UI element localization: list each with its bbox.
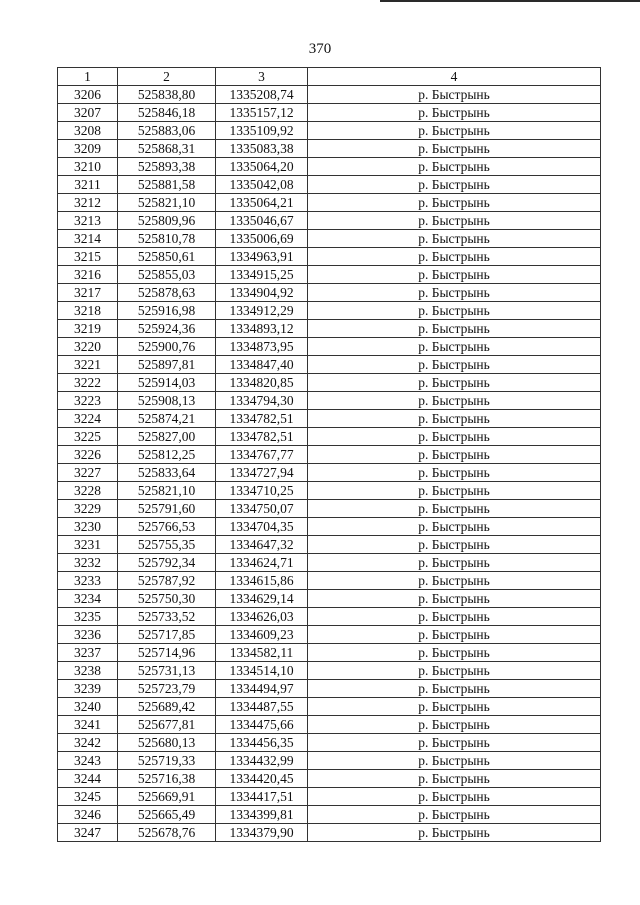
y-coordinate-cell: 1334904,92 <box>216 284 308 302</box>
table-row <box>58 752 601 770</box>
x-coordinate-cell: 525924,36 <box>118 320 216 338</box>
table-row <box>58 554 601 572</box>
point-number-cell: 3229 <box>58 500 118 518</box>
point-number-cell: 3216 <box>58 266 118 284</box>
point-number-cell: 3215 <box>58 248 118 266</box>
x-coordinate-cell: 525809,96 <box>118 212 216 230</box>
description-cell: р. Быстрынь <box>308 680 601 698</box>
description-cell: р. Быстрынь <box>308 320 601 338</box>
table-row <box>58 320 601 338</box>
table-row <box>58 158 601 176</box>
x-coordinate-cell: 525717,85 <box>118 626 216 644</box>
y-coordinate-cell: 1334514,10 <box>216 662 308 680</box>
y-coordinate-cell: 1334750,07 <box>216 500 308 518</box>
y-coordinate-cell: 1334912,29 <box>216 302 308 320</box>
y-coordinate-cell: 1334432,99 <box>216 752 308 770</box>
point-number-cell: 3242 <box>58 734 118 752</box>
point-number-cell: 3234 <box>58 590 118 608</box>
page-number: 370 <box>308 41 332 57</box>
description-cell: р. Быстрынь <box>308 230 601 248</box>
description-cell: р. Быстрынь <box>308 140 601 158</box>
description-cell: р. Быстрынь <box>308 356 601 374</box>
x-coordinate-cell: 525868,31 <box>118 140 216 158</box>
column-header-2: 2 <box>118 68 216 86</box>
y-coordinate-cell: 1334873,95 <box>216 338 308 356</box>
y-coordinate-cell: 1334487,55 <box>216 698 308 716</box>
description-cell: р. Быстрынь <box>308 248 601 266</box>
y-coordinate-cell: 1335083,38 <box>216 140 308 158</box>
description-cell: р. Быстрынь <box>308 158 601 176</box>
point-number-cell: 3241 <box>58 716 118 734</box>
table-row <box>58 104 601 122</box>
point-number-cell: 3230 <box>58 518 118 536</box>
x-coordinate-cell: 525883,06 <box>118 122 216 140</box>
y-coordinate-cell: 1334615,86 <box>216 572 308 590</box>
x-coordinate-cell: 525855,03 <box>118 266 216 284</box>
x-coordinate-cell: 525893,38 <box>118 158 216 176</box>
description-cell: р. Быстрынь <box>308 770 601 788</box>
x-coordinate-cell: 525723,79 <box>118 680 216 698</box>
point-number-cell: 3243 <box>58 752 118 770</box>
table-row <box>58 266 601 284</box>
table-row <box>58 698 601 716</box>
table-row <box>58 770 601 788</box>
point-number-cell: 3209 <box>58 140 118 158</box>
x-coordinate-cell: 525881,58 <box>118 176 216 194</box>
x-coordinate-cell: 525731,13 <box>118 662 216 680</box>
x-coordinate-cell: 525850,61 <box>118 248 216 266</box>
description-cell: р. Быстрынь <box>308 464 601 482</box>
description-cell: р. Быстрынь <box>308 446 601 464</box>
y-coordinate-cell: 1334893,12 <box>216 320 308 338</box>
y-coordinate-cell: 1335064,21 <box>216 194 308 212</box>
header-row <box>58 68 601 86</box>
y-coordinate-cell: 1334475,66 <box>216 716 308 734</box>
y-coordinate-cell: 1334915,25 <box>216 266 308 284</box>
description-cell: р. Быстрынь <box>308 212 601 230</box>
point-number-cell: 3208 <box>58 122 118 140</box>
table-body <box>58 86 601 842</box>
x-coordinate-cell: 525750,30 <box>118 590 216 608</box>
table-row <box>58 428 601 446</box>
description-cell: р. Быстрынь <box>308 500 601 518</box>
y-coordinate-cell: 1334494,97 <box>216 680 308 698</box>
description-cell: р. Быстрынь <box>308 806 601 824</box>
table-row <box>58 230 601 248</box>
y-coordinate-cell: 1335006,69 <box>216 230 308 248</box>
table-row <box>58 302 601 320</box>
x-coordinate-cell: 525669,91 <box>118 788 216 806</box>
point-number-cell: 3212 <box>58 194 118 212</box>
description-cell: р. Быстрынь <box>308 374 601 392</box>
x-coordinate-cell: 525766,53 <box>118 518 216 536</box>
description-cell: р. Быстрынь <box>308 176 601 194</box>
table-row <box>58 734 601 752</box>
x-coordinate-cell: 525846,18 <box>118 104 216 122</box>
x-coordinate-cell: 525821,10 <box>118 194 216 212</box>
table-row <box>58 536 601 554</box>
description-cell: р. Быстрынь <box>308 626 601 644</box>
y-coordinate-cell: 1334727,94 <box>216 464 308 482</box>
point-number-cell: 3245 <box>58 788 118 806</box>
y-coordinate-cell: 1334704,35 <box>216 518 308 536</box>
point-number-cell: 3246 <box>58 806 118 824</box>
point-number-cell: 3235 <box>58 608 118 626</box>
table-row <box>58 338 601 356</box>
table-row <box>58 680 601 698</box>
point-number-cell: 3237 <box>58 644 118 662</box>
table-row <box>58 482 601 500</box>
table-row <box>58 122 601 140</box>
table-row <box>58 356 601 374</box>
description-cell: р. Быстрынь <box>308 824 601 842</box>
description-cell: р. Быстрынь <box>308 122 601 140</box>
table-row <box>58 176 601 194</box>
column-header-1: 1 <box>58 68 118 86</box>
table-row <box>58 464 601 482</box>
point-number-cell: 3224 <box>58 410 118 428</box>
y-coordinate-cell: 1334782,51 <box>216 410 308 428</box>
y-coordinate-cell: 1334629,14 <box>216 590 308 608</box>
description-cell: р. Быстрынь <box>308 644 601 662</box>
table-row <box>58 248 601 266</box>
point-number-cell: 3211 <box>58 176 118 194</box>
y-coordinate-cell: 1335046,67 <box>216 212 308 230</box>
description-cell: р. Быстрынь <box>308 590 601 608</box>
table-row <box>58 284 601 302</box>
point-number-cell: 3226 <box>58 446 118 464</box>
point-number-cell: 3214 <box>58 230 118 248</box>
x-coordinate-cell: 525838,80 <box>118 86 216 104</box>
point-number-cell: 3206 <box>58 86 118 104</box>
x-coordinate-cell: 525792,34 <box>118 554 216 572</box>
table-row <box>58 590 601 608</box>
x-coordinate-cell: 525733,52 <box>118 608 216 626</box>
x-coordinate-cell: 525810,78 <box>118 230 216 248</box>
point-number-cell: 3221 <box>58 356 118 374</box>
column-header-3: 3 <box>216 68 308 86</box>
x-coordinate-cell: 525719,33 <box>118 752 216 770</box>
table-row <box>58 194 601 212</box>
point-number-cell: 3227 <box>58 464 118 482</box>
description-cell: р. Быстрынь <box>308 608 601 626</box>
point-number-cell: 3220 <box>58 338 118 356</box>
x-coordinate-cell: 525716,38 <box>118 770 216 788</box>
description-cell: р. Быстрынь <box>308 194 601 212</box>
table-row <box>58 608 601 626</box>
x-coordinate-cell: 525916,98 <box>118 302 216 320</box>
x-coordinate-cell: 525821,10 <box>118 482 216 500</box>
x-coordinate-cell: 525665,49 <box>118 806 216 824</box>
description-cell: р. Быстрынь <box>308 698 601 716</box>
description-cell: р. Быстрынь <box>308 428 601 446</box>
point-number-cell: 3223 <box>58 392 118 410</box>
table-row <box>58 212 601 230</box>
point-number-cell: 3244 <box>58 770 118 788</box>
y-coordinate-cell: 1334624,71 <box>216 554 308 572</box>
x-coordinate-cell: 525914,03 <box>118 374 216 392</box>
table-row <box>58 788 601 806</box>
y-coordinate-cell: 1334767,77 <box>216 446 308 464</box>
x-coordinate-cell: 525812,25 <box>118 446 216 464</box>
y-coordinate-cell: 1335157,12 <box>216 104 308 122</box>
point-number-cell: 3207 <box>58 104 118 122</box>
scan-edge-line <box>380 0 640 2</box>
point-number-cell: 3210 <box>58 158 118 176</box>
y-coordinate-cell: 1334417,51 <box>216 788 308 806</box>
x-coordinate-cell: 525680,13 <box>118 734 216 752</box>
x-coordinate-cell: 525755,35 <box>118 536 216 554</box>
x-coordinate-cell: 525678,76 <box>118 824 216 842</box>
y-coordinate-cell: 1334626,03 <box>216 608 308 626</box>
description-cell: р. Быстрынь <box>308 662 601 680</box>
point-number-cell: 3239 <box>58 680 118 698</box>
description-cell: р. Быстрынь <box>308 392 601 410</box>
table-row <box>58 824 601 842</box>
table-header <box>58 68 601 86</box>
y-coordinate-cell: 1335064,20 <box>216 158 308 176</box>
description-cell: р. Быстрынь <box>308 338 601 356</box>
point-number-cell: 3218 <box>58 302 118 320</box>
description-cell: р. Быстрынь <box>308 734 601 752</box>
point-number-cell: 3232 <box>58 554 118 572</box>
x-coordinate-cell: 525787,92 <box>118 572 216 590</box>
point-number-cell: 3222 <box>58 374 118 392</box>
x-coordinate-cell: 525878,63 <box>118 284 216 302</box>
point-number-cell: 3219 <box>58 320 118 338</box>
x-coordinate-cell: 525677,81 <box>118 716 216 734</box>
coordinates-table <box>57 67 601 842</box>
description-cell: р. Быстрынь <box>308 104 601 122</box>
x-coordinate-cell: 525689,42 <box>118 698 216 716</box>
point-number-cell: 3231 <box>58 536 118 554</box>
y-coordinate-cell: 1334963,91 <box>216 248 308 266</box>
table-row <box>58 716 601 734</box>
description-cell: р. Быстрынь <box>308 410 601 428</box>
y-coordinate-cell: 1335109,92 <box>216 122 308 140</box>
y-coordinate-cell: 1335042,08 <box>216 176 308 194</box>
point-number-cell: 3233 <box>58 572 118 590</box>
y-coordinate-cell: 1334399,81 <box>216 806 308 824</box>
description-cell: р. Быстрынь <box>308 518 601 536</box>
description-cell: р. Быстрынь <box>308 536 601 554</box>
x-coordinate-cell: 525827,00 <box>118 428 216 446</box>
y-coordinate-cell: 1334420,45 <box>216 770 308 788</box>
y-coordinate-cell: 1334647,32 <box>216 536 308 554</box>
x-coordinate-cell: 525900,76 <box>118 338 216 356</box>
x-coordinate-cell: 525791,60 <box>118 500 216 518</box>
y-coordinate-cell: 1334794,30 <box>216 392 308 410</box>
x-coordinate-cell: 525874,21 <box>118 410 216 428</box>
description-cell: р. Быстрынь <box>308 284 601 302</box>
table-row <box>58 518 601 536</box>
table-row <box>58 392 601 410</box>
y-coordinate-cell: 1334710,25 <box>216 482 308 500</box>
description-cell: р. Быстрынь <box>308 752 601 770</box>
table-row <box>58 572 601 590</box>
description-cell: р. Быстрынь <box>308 788 601 806</box>
y-coordinate-cell: 1334582,11 <box>216 644 308 662</box>
description-cell: р. Быстрынь <box>308 572 601 590</box>
description-cell: р. Быстрынь <box>308 86 601 104</box>
point-number-cell: 3213 <box>58 212 118 230</box>
x-coordinate-cell: 525714,96 <box>118 644 216 662</box>
y-coordinate-cell: 1335208,74 <box>216 86 308 104</box>
description-cell: р. Быстрынь <box>308 302 601 320</box>
point-number-cell: 3238 <box>58 662 118 680</box>
table-row <box>58 374 601 392</box>
description-cell: р. Быстрынь <box>308 482 601 500</box>
table-row <box>58 644 601 662</box>
description-cell: р. Быстрынь <box>308 716 601 734</box>
table-row <box>58 410 601 428</box>
point-number-cell: 3247 <box>58 824 118 842</box>
table-row <box>58 662 601 680</box>
x-coordinate-cell: 525897,81 <box>118 356 216 374</box>
table-row <box>58 626 601 644</box>
point-number-cell: 3228 <box>58 482 118 500</box>
y-coordinate-cell: 1334847,40 <box>216 356 308 374</box>
y-coordinate-cell: 1334782,51 <box>216 428 308 446</box>
y-coordinate-cell: 1334456,35 <box>216 734 308 752</box>
table-row <box>58 86 601 104</box>
y-coordinate-cell: 1334820,85 <box>216 374 308 392</box>
table-row <box>58 446 601 464</box>
description-cell: р. Быстрынь <box>308 266 601 284</box>
description-cell: р. Быстрынь <box>308 554 601 572</box>
point-number-cell: 3240 <box>58 698 118 716</box>
point-number-cell: 3236 <box>58 626 118 644</box>
column-header-4: 4 <box>308 68 601 86</box>
table-row <box>58 500 601 518</box>
y-coordinate-cell: 1334379,90 <box>216 824 308 842</box>
point-number-cell: 3217 <box>58 284 118 302</box>
y-coordinate-cell: 1334609,23 <box>216 626 308 644</box>
point-number-cell: 3225 <box>58 428 118 446</box>
table-row <box>58 140 601 158</box>
x-coordinate-cell: 525908,13 <box>118 392 216 410</box>
x-coordinate-cell: 525833,64 <box>118 464 216 482</box>
table-row <box>58 806 601 824</box>
